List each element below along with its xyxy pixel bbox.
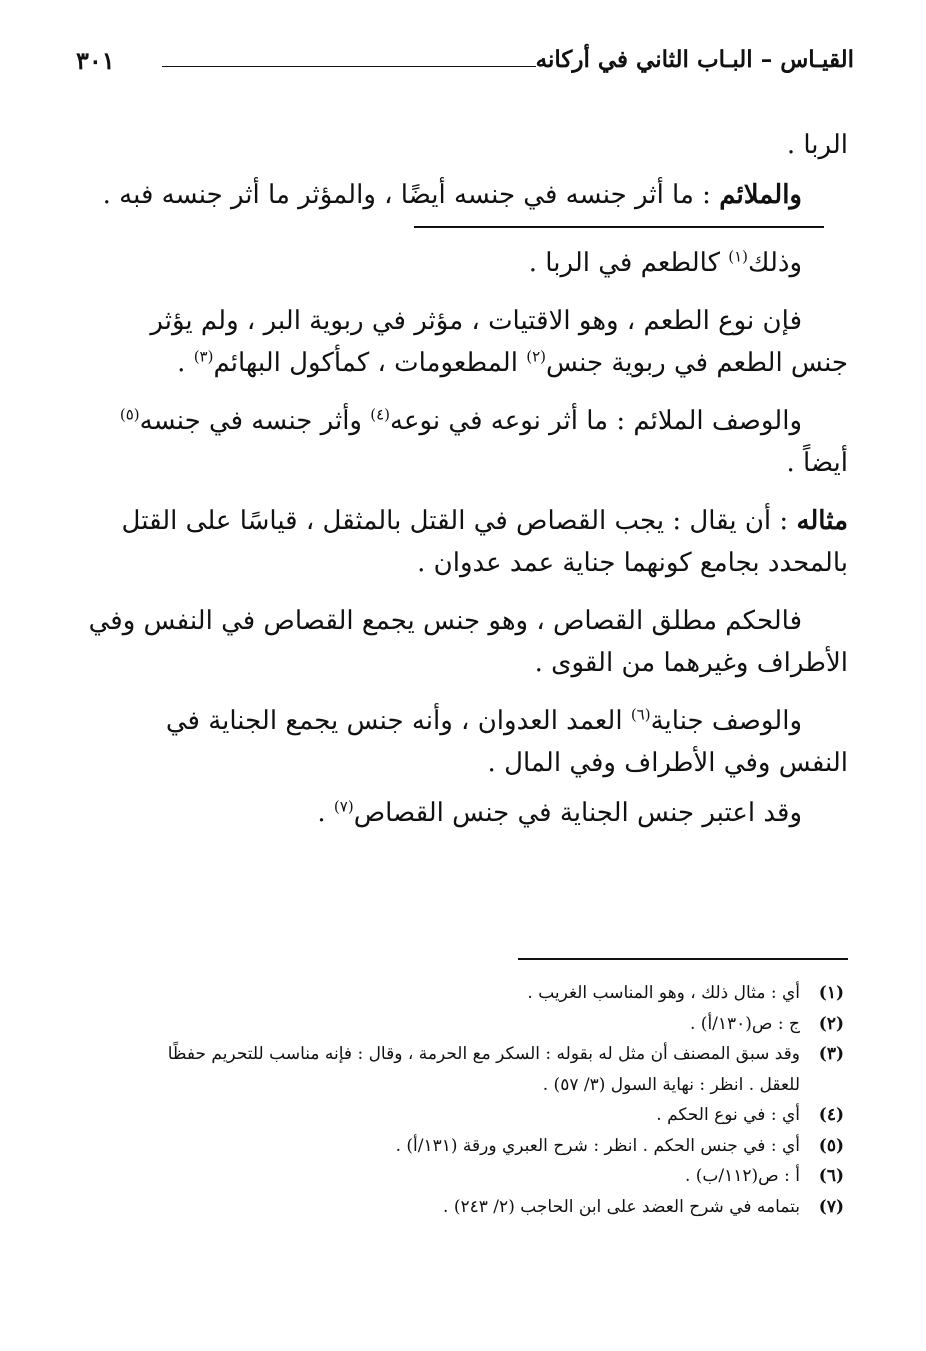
footnote-ref[interactable]: (١) bbox=[728, 247, 749, 266]
footnote-continuation: للعقل . انظر : نهاية السول (٣/ ٥٧) . bbox=[542, 1074, 800, 1095]
footnote-text: بتمامه في شرح العضد على ابن الحاجب (٢/ ٢٤٣) . bbox=[443, 1196, 800, 1217]
text-span: . bbox=[317, 798, 334, 828]
footnote-number: (٣) bbox=[818, 1044, 844, 1064]
footnote-item bbox=[70, 1100, 844, 1131]
footnote-number: (٦) bbox=[818, 1166, 844, 1186]
footnote-separator bbox=[518, 958, 848, 960]
footnotes bbox=[70, 978, 844, 1222]
footnote-item bbox=[70, 1192, 844, 1223]
paragraph-4 bbox=[78, 300, 848, 384]
footnote-item bbox=[70, 1009, 844, 1040]
paragraph-3 bbox=[78, 242, 848, 284]
text-span: وقد اعتبر جنس الجناية في جنس القصاص bbox=[353, 798, 802, 828]
paragraph-2 bbox=[78, 174, 848, 216]
term-label: مثاله bbox=[796, 506, 848, 536]
footnote-ref[interactable]: (٧) bbox=[333, 797, 354, 816]
paragraph-8 bbox=[78, 700, 848, 784]
footnote-ref[interactable]: (٢) bbox=[526, 347, 546, 366]
footnote-item bbox=[70, 1039, 844, 1070]
paragraph-1 bbox=[78, 124, 848, 166]
footnote-ref[interactable]: (٣) bbox=[193, 347, 214, 366]
text-span: : أن يقال : يجب القصاص في القتل بالمثقل ، قياسًا على القتل bbox=[121, 506, 797, 536]
header-title: القيـاس – البـاب الثاني في أركانه bbox=[535, 46, 854, 73]
page-number: ٣٠١ bbox=[76, 46, 115, 75]
footnote-ref[interactable]: (٦) bbox=[630, 705, 651, 724]
footnote-ref[interactable]: (٤) bbox=[370, 405, 391, 424]
footnote-text: أ : ص(١١٢/ب) . bbox=[684, 1166, 800, 1186]
footnote-item bbox=[70, 978, 844, 1009]
footnote-ref[interactable]: (٥) bbox=[119, 405, 140, 424]
text-line: الأطراف وغيرهما من القوى . bbox=[534, 648, 848, 678]
text-line: النفس وفي الأطراف وفي المال . bbox=[487, 748, 848, 778]
paragraph-6 bbox=[78, 500, 848, 584]
footnote-text: أي : في جنس الحكم . انظر : شرح العبري ورقة (١٣١/أ) . bbox=[395, 1135, 800, 1156]
text-span: المطعومات ، كمأكول البهائم bbox=[213, 348, 527, 378]
main-text bbox=[78, 124, 848, 834]
paragraph-7 bbox=[78, 600, 848, 684]
term-label: والملائم bbox=[719, 180, 802, 210]
text-span: وذلك bbox=[748, 248, 802, 278]
footnote-number: (٧) bbox=[818, 1196, 844, 1217]
footnote-text: ج : ص(١٣٠/أ) . bbox=[690, 1013, 800, 1034]
text-span: وأثر جنسه في جنسه bbox=[139, 406, 371, 436]
footnote-number: (٥) bbox=[818, 1135, 844, 1156]
footnote-number: (٢) bbox=[818, 1013, 844, 1034]
header-rule bbox=[162, 66, 536, 67]
footnote-text: وقد سبق المصنف أن مثل له بقوله : السكر مع الحرمة ، وقال : فإنه مناسب للتحريم حفظًا bbox=[167, 1044, 800, 1064]
text-line: فالحكم مطلق القصاص ، وهو جنس يجمع القصاص في النفس وفي bbox=[88, 606, 802, 636]
text-span: كالطعم في الربا . bbox=[528, 248, 729, 278]
footnote-number: (٤) bbox=[818, 1105, 844, 1125]
paragraph-9 bbox=[78, 792, 848, 834]
paragraph-5 bbox=[78, 400, 848, 484]
text-line: الربا . bbox=[786, 130, 848, 160]
footnote-number: (١) bbox=[818, 983, 844, 1003]
text-span: العمد العدوان ، وأنه جنس يجمع الجناية في bbox=[165, 706, 631, 736]
text-line: أيضاً . bbox=[786, 448, 848, 478]
text-span: جنس الطعم في ربوية جنس bbox=[545, 348, 848, 378]
footnote-text: أي : مثال ذلك ، وهو المناسب الغريب . bbox=[527, 983, 800, 1003]
text-span: . bbox=[177, 348, 194, 378]
section-rule bbox=[414, 226, 824, 228]
text-span: والوصف الملائم : ما أثر نوعه في نوعه bbox=[390, 406, 802, 436]
text-line: بالمحدد بجامع كونهما جناية عمد عدوان . bbox=[417, 548, 848, 578]
footnote-item bbox=[70, 1161, 844, 1192]
footnote-item bbox=[70, 1131, 844, 1162]
text-line: فإن نوع الطعم ، وهو الاقتيات ، مؤثر في ربوية البر ، ولم يؤثر bbox=[150, 306, 802, 336]
footnote-text: أي : في نوع الحكم . bbox=[656, 1105, 800, 1125]
text-span: : ما أثر جنسه في جنسه أيضًا ، والمؤثر ما أثر جنسه فبه . bbox=[102, 180, 711, 210]
text-span: والوصف جناية bbox=[650, 706, 802, 736]
running-header bbox=[76, 38, 854, 86]
